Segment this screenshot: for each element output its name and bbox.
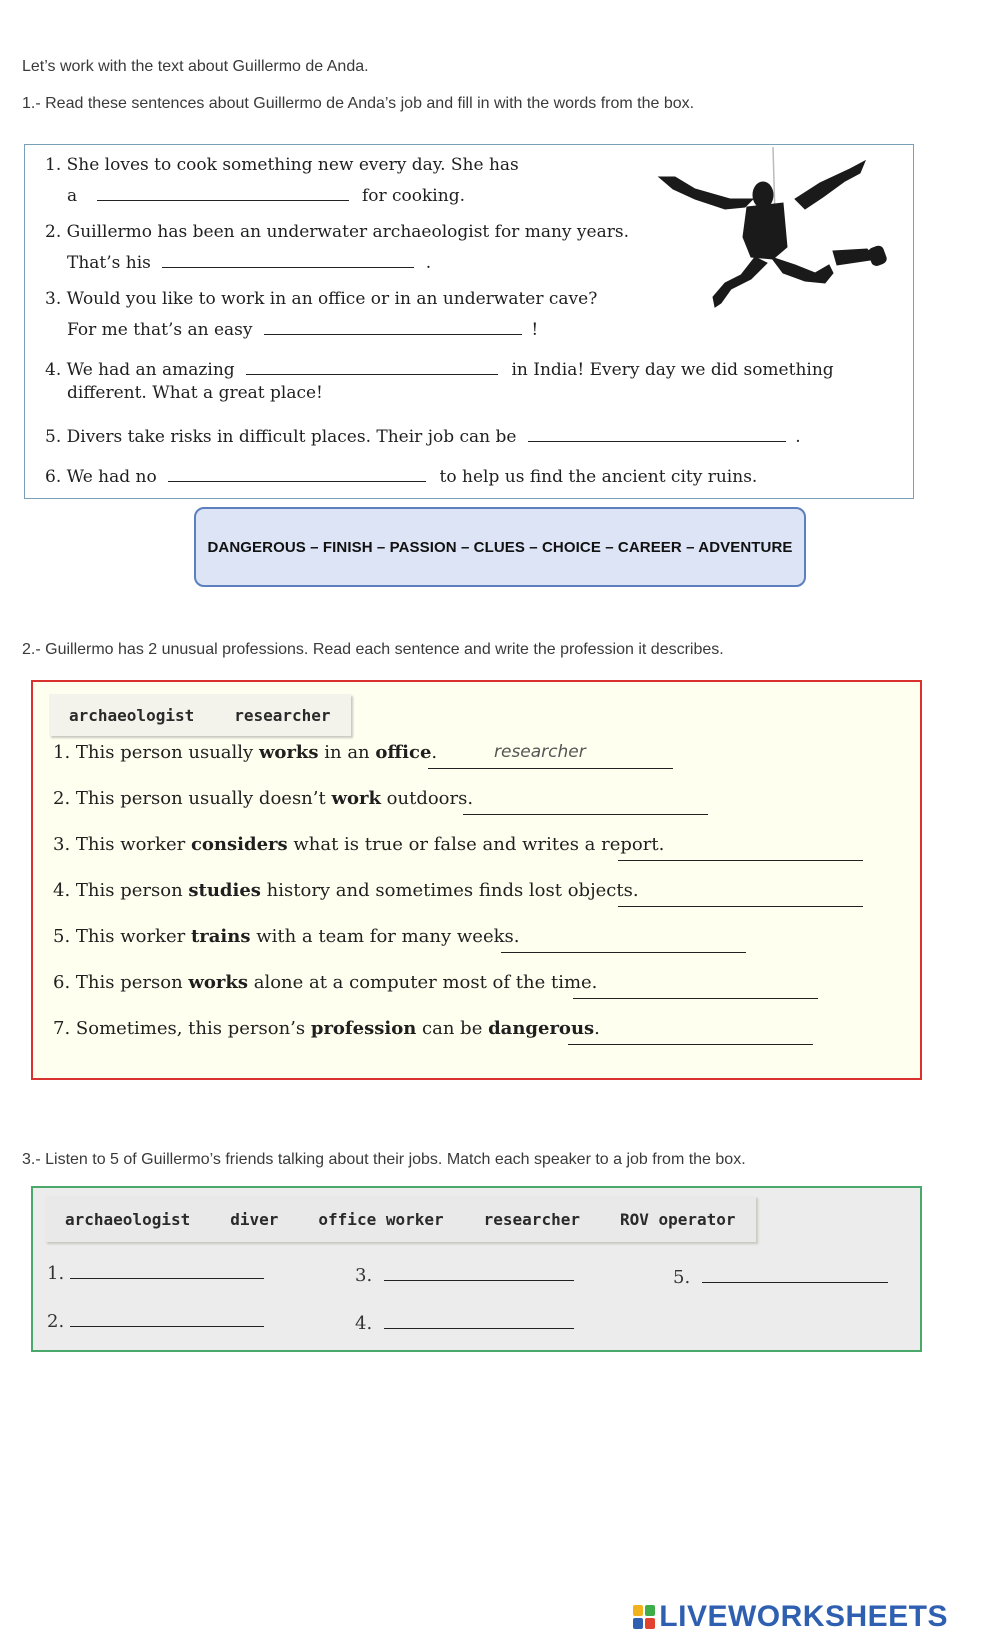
ex1-instruction: 1.- Read these sentences about Guillermo de Anda’s job and fill in with the words from the box. xyxy=(22,95,695,112)
logo-square xyxy=(645,1618,655,1629)
answer-blank-7[interactable] xyxy=(568,1024,813,1045)
answer-blank-1[interactable] xyxy=(428,742,673,769)
blank-4[interactable] xyxy=(246,356,498,375)
ex3-item-5: 5. xyxy=(673,1264,888,1288)
answer-text: researcher xyxy=(494,742,586,762)
answer-blank-3[interactable] xyxy=(618,840,863,861)
ex1-item-4: 4. We had an amazing in India! Every day we did something xyxy=(45,356,834,380)
ex3-item-4: 4. xyxy=(355,1310,574,1334)
ex2-instruction: 2.- Guillermo has 2 unusual professions. Read each sentence and write the profession it describes. xyxy=(22,641,724,658)
ex1-s3a: 3. Would you like to work in an office or in an underwater cave? xyxy=(45,289,598,309)
ex3-item-2: 2. xyxy=(47,1308,264,1332)
ex1-item-1: a for cooking. xyxy=(67,182,465,206)
word-box-text: DANGEROUS – FINISH – PASSION – CLUES – CHOICE – CAREER – ADVENTURE xyxy=(207,538,793,556)
ex1-s2a: 2. Guillermo has been an underwater archaeologist for many years. xyxy=(45,222,629,242)
ex1-item-5: 5. Divers take risks in difficult places. Their job can be . xyxy=(45,423,801,447)
ex2-item-5: 5. This worker trains with a team for many weeks. xyxy=(53,926,520,947)
blank-5[interactable] xyxy=(528,423,786,442)
ex1-item-2: That’s his . xyxy=(67,249,431,273)
ex3-blank-5[interactable] xyxy=(702,1264,888,1283)
liveworksheets-logo-icon xyxy=(633,1605,655,1629)
brand-name: LIVEWORKSHEETS xyxy=(659,1600,948,1633)
blank-6[interactable] xyxy=(168,463,426,482)
ex3-blank-1[interactable] xyxy=(70,1260,264,1279)
ex2-item-2: 2. This person usually doesn’t work outdoors. xyxy=(53,788,474,809)
logo-square xyxy=(633,1605,643,1616)
answer-blank-5[interactable] xyxy=(501,932,746,953)
climber-photo-icon xyxy=(655,147,895,322)
ex1-s4c: different. What a great place! xyxy=(67,383,323,403)
chip-archaeologist: archaeologist xyxy=(65,1209,191,1229)
ex3-blank-3[interactable] xyxy=(384,1262,574,1281)
intro-text: Let’s work with the text about Guillermo de Anda. xyxy=(22,58,369,75)
ex1-box xyxy=(24,144,914,499)
chip-office-worker: office worker xyxy=(318,1209,444,1229)
logo-square xyxy=(633,1618,643,1629)
answer-blank-6[interactable] xyxy=(573,978,818,999)
ex3-item-1: 1. xyxy=(47,1260,264,1284)
ex2-item-4: 4. This person studies history and sometimes finds lost objects. xyxy=(53,880,639,901)
ex3-item-3: 3. xyxy=(355,1262,574,1286)
word-box xyxy=(194,507,806,587)
liveworksheets-brand xyxy=(633,1600,948,1634)
blank-3[interactable] xyxy=(264,316,522,335)
ex3-instruction: 3.- Listen to 5 of Guillermo’s friends talking about their jobs. Match each speaker to a job from the box. xyxy=(22,1151,746,1168)
ex3-box xyxy=(31,1186,922,1352)
logo-square xyxy=(645,1605,655,1616)
ex2-box xyxy=(31,680,922,1080)
ex2-item-7: 7. Sometimes, this person’s profession can be dangerous. xyxy=(53,1018,600,1039)
answer-blank-4[interactable] xyxy=(618,886,863,907)
ex1-item-6: 6. We had no to help us find the ancient city ruins. xyxy=(45,463,757,487)
ex2-item-1: 1. This person usually works in an office. xyxy=(53,742,438,763)
ex1-item-3: For me that’s an easy ! xyxy=(67,316,538,340)
blank-1[interactable] xyxy=(97,182,349,201)
ex2-word-chips xyxy=(49,694,351,736)
chip-researcher: researcher xyxy=(483,1209,580,1229)
ex2-item-3: 3. This worker considers what is true or false and writes a report. xyxy=(53,834,665,855)
chip-researcher: researcher xyxy=(234,705,331,725)
ex3-blank-2[interactable] xyxy=(70,1308,264,1327)
ex1-s1a: 1. She loves to cook something new every day. She has xyxy=(45,155,519,175)
chip-diver: diver xyxy=(230,1209,279,1229)
chip-rov-operator: ROV operator xyxy=(619,1209,736,1229)
ex3-blank-4[interactable] xyxy=(384,1310,574,1329)
chip-archaeologist: archaeologist xyxy=(69,705,195,725)
ex2-item-6: 6. This person works alone at a computer most of the time. xyxy=(53,972,598,993)
ex3-word-chips xyxy=(45,1196,756,1242)
answer-blank-2[interactable] xyxy=(463,794,708,815)
blank-2[interactable] xyxy=(162,249,414,268)
